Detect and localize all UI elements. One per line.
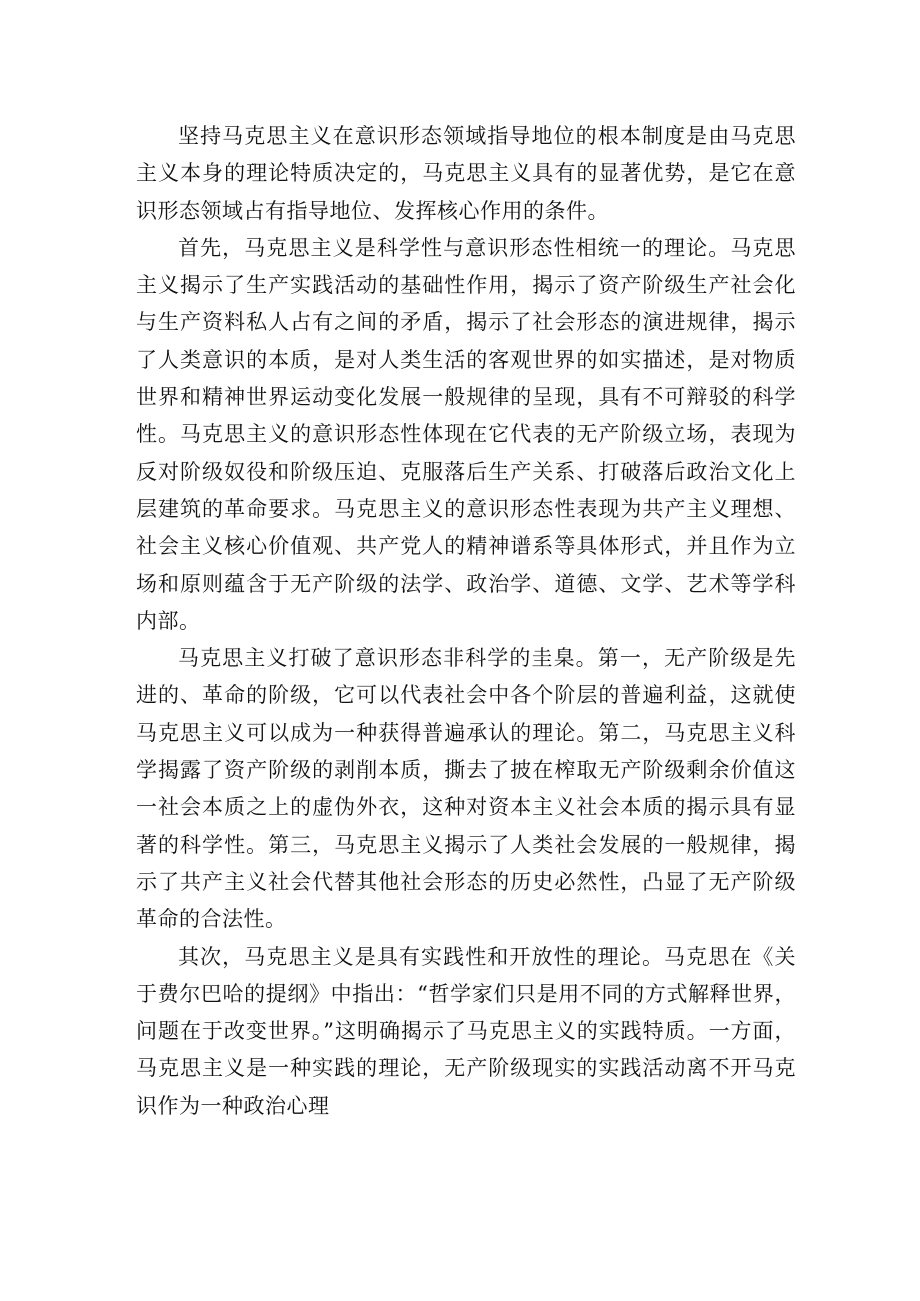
paragraph-1: 坚持马克思主义在意识形态领域指导地位的根本制度是由马克思主义本身的理论特质决定的，马克思主义具有的显著优势，是它在意识形态领域占有指导地位、发挥核心作用的条件。 — [136, 124, 796, 223]
paragraph-3: 马克思主义打破了意识形态非科学的圭臬。第一，无产阶级是先进的、革命的阶级，它可以代表社会中各个阶层的普遍利益，这就使马克思主义可以成为一种获得普遍承认的理论。第二，马克思主义科学揭露了资产阶级的剥削本质，撕去了披在榨取无产阶级剩余价值这一社会本质之上的虚伪外衣，这种对资本主义社会本质的揭示具有显著的科学性。第三，马克思主义揭示了人类社会发展的一般规律，揭示了共产主义社会代替其他社会形态的历史必然性，凸显了无产阶级革命的合法性。 — [136, 646, 796, 932]
document-body — [136, 118, 796, 1125]
paragraph-2: 首先，马克思主义是科学性与意识形态性相统一的理论。马克思主义揭示了生产实践活动的基础性作用，揭示了资产阶级生产社会化与生产资料私人占有之间的矛盾，揭示了社会形态的演进规律，揭示了人类意识的本质，是对人类生活的客观世界的如实描述，是对物质世界和精神世界运动变化发展一般规律的呈现，具有不可辩驳的科学性。马克思主义的意识形态性体现在它代表的无产阶级立场，表现为反对阶级奴役和阶级压迫、克服落后生产关系、打破落后政治文化上层建筑的革命要求。马克思主义的意识形态性表现为共产主义理想、社会主义核心价值观、共产党人的精神谱系等具体形式，并且作为立场和原则蕴含于无产阶级的法学、政治学、道德、文学、艺术等学科内部。 — [136, 235, 796, 633]
paragraph-4: 其次，马克思主义是具有实践性和开放性的理论。马克思在《关于费尔巴哈的提纲》中指出：“哲学家们只是用不同的方式解释世界，问题在于改变世界。”这明确揭示了马克思主义的实践特质。一方面，马克思主义是一种实践的理论，无产阶级现实的实践活动离不开马克识作为一种政治心理 — [136, 944, 796, 1118]
